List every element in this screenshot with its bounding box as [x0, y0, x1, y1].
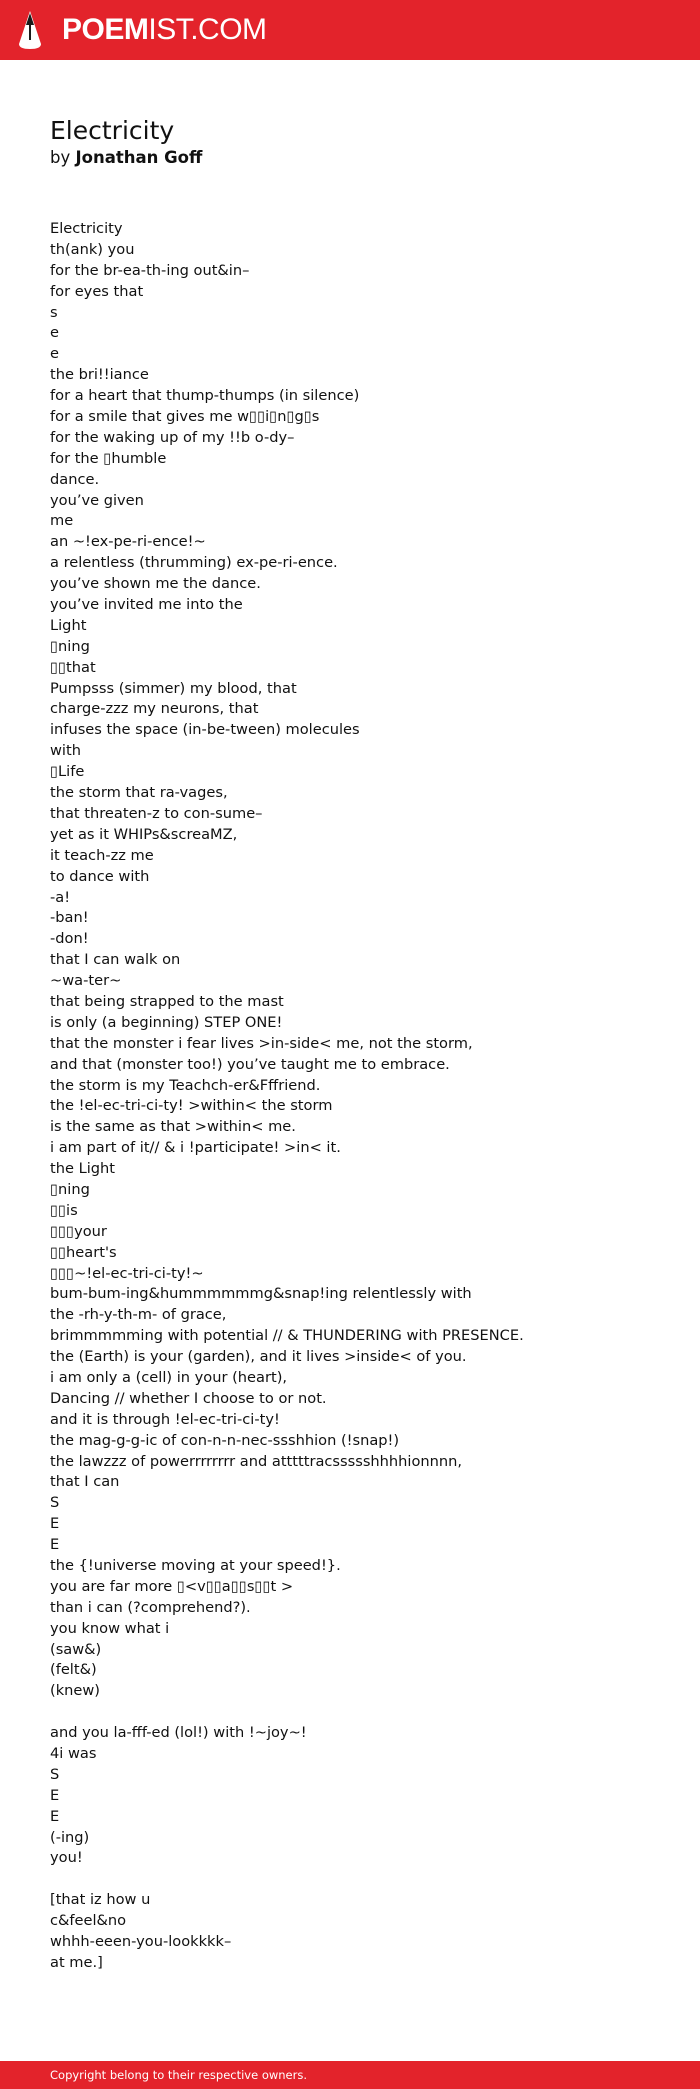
author-name[interactable]: Jonathan Goff	[75, 148, 203, 167]
poem-line: Dancing // whether I choose to or not.	[50, 1389, 327, 1407]
poem-line: brimmmmming with potential // & THUNDERING with PRESENCE.	[50, 1327, 524, 1345]
poem-line: whhh-eeen-you-lookkkk–	[50, 1933, 232, 1951]
poem-line: and you la-fff-ed (lol!) with !~joy~!	[50, 1724, 307, 1742]
site-footer	[0, 2061, 700, 2089]
poem-line: ▯ning	[50, 637, 90, 655]
poem-line: e	[50, 345, 59, 363]
poem-line: ▯▯that	[50, 658, 96, 676]
poem-line: an ~!ex-pe-ri-ence!~	[50, 533, 206, 551]
copyright-text: Copyright belong to their respective owners.	[50, 2068, 308, 2082]
poem-line: me	[50, 512, 74, 530]
poem-line: you know what i	[50, 1619, 170, 1637]
poem-line: (knew)	[50, 1682, 101, 1700]
poem-line: it teach-zz me	[50, 846, 154, 864]
poem-line: that I can	[50, 1473, 120, 1491]
poem-line: the lawzzz of powerrrrrrrr and atttttracssssshhhhionnnn,	[50, 1452, 463, 1470]
poem-line: that the monster i fear lives >in-side< me, not the storm,	[50, 1034, 473, 1052]
poem-line: that threaten-z to con-sume–	[50, 804, 263, 822]
poem-line: infuses the space (in-be-tween) molecules	[50, 721, 360, 739]
poem-line: the mag-g-g-ic of con-n-n-nec-ssshhion (!snap!)	[50, 1431, 400, 1449]
poem-line: you!	[50, 1849, 83, 1867]
site-logo[interactable]	[62, 15, 267, 45]
poem-line: ▯▯▯~!el-ec-tri-ci-ty!~	[50, 1264, 204, 1282]
poem-title: Electricity	[50, 116, 175, 145]
poem-line: c&feel&no	[50, 1912, 127, 1930]
poem-line: ▯▯▯your	[50, 1222, 107, 1240]
poem-line: Light	[50, 616, 87, 634]
poem-line: 4i was	[50, 1745, 97, 1763]
poem-line: ▯Life	[50, 763, 85, 781]
poem-line: for a heart that thump-thumps (in silence)	[50, 387, 360, 405]
poem-line: ▯▯heart's	[50, 1243, 117, 1261]
poem-line	[50, 1869, 670, 1890]
logo-light-text: IST.COM	[148, 13, 267, 46]
poem-line: with	[50, 742, 81, 760]
poem-line: a relentless (thrumming) ex-pe-ri-ence.	[50, 554, 338, 572]
poem-line: s	[50, 303, 58, 321]
poem-line: e	[50, 324, 59, 342]
poem-line: Pumpsss (simmer) my blood, that	[50, 679, 297, 697]
poem-line: you are far more ▯<v▯▯a▯▯s▯▯t >	[50, 1577, 294, 1595]
poem-line: at me.]	[50, 1953, 103, 1971]
poem-line: E	[50, 1807, 60, 1825]
poem-line: charge-zzz my neurons, that	[50, 700, 259, 718]
poem-line: the {!universe moving at your speed!}.	[50, 1557, 341, 1574]
poem-line: the !el-ec-tri-ci-ty! >within< the storm	[50, 1097, 333, 1115]
pen-nib-icon[interactable]	[17, 10, 43, 50]
poem-line: Electricity	[50, 220, 123, 237]
poem-line: -don!	[50, 930, 89, 948]
poem-line: i am part of it// & i !participate! >in< it.	[50, 1139, 341, 1157]
poem-line: that I can walk on	[50, 951, 181, 969]
poem-line: ▯▯is	[50, 1201, 78, 1219]
poem-line: than i can (?comprehend?).	[50, 1598, 251, 1616]
poem-line: to dance with	[50, 867, 150, 885]
poem-line: for a smile that gives me w▯▯i▯n▯g▯s	[50, 408, 320, 426]
poem-line: -ban!	[50, 909, 89, 927]
poem-line: [that iz how u	[50, 1891, 151, 1909]
poem-line: the storm that ra-vages,	[50, 784, 228, 802]
poem-line: and that (monster too!) you’ve taught me to embrace.	[50, 1055, 450, 1073]
poem-line: ▯ning	[50, 1180, 90, 1198]
poem-line: i am only a (cell) in your (heart),	[50, 1368, 288, 1386]
poem-line: is only (a beginning) STEP ONE!	[50, 1013, 283, 1031]
poem-line: for eyes that	[50, 282, 144, 300]
poem-line: dance.	[50, 470, 100, 488]
poem-body	[50, 219, 670, 1974]
poem-line: yet as it WHIPs&screaMZ,	[50, 825, 238, 843]
site-header	[0, 0, 700, 60]
poem-line: bum-bum-ing&hummmmmmg&snap!ing relentlessly with	[50, 1285, 472, 1303]
poem-line: the storm is my Teachch-er&Fffriend.	[50, 1076, 321, 1094]
poem-line: you’ve given	[50, 491, 144, 509]
byline	[50, 147, 202, 169]
poem-line: -a!	[50, 888, 71, 906]
poem-line: you’ve invited me into the	[50, 596, 243, 614]
poem-line: the bri!!iance	[50, 366, 149, 384]
poem-line: th(ank) you	[50, 240, 135, 258]
poem-line: for the br-ea-th-ing out&in–	[50, 261, 250, 279]
poem-line: E	[50, 1786, 60, 1804]
by-label: by	[50, 148, 71, 167]
poem-line: ~wa-ter~	[50, 972, 122, 990]
poem-line: S	[50, 1494, 60, 1512]
poem-line: you’ve shown me the dance.	[50, 575, 261, 593]
poem-line: (-ing)	[50, 1828, 90, 1846]
poem-line: and it is through !el-ec-tri-ci-ty!	[50, 1410, 280, 1428]
poem-line: E	[50, 1515, 60, 1533]
poem-line: E	[50, 1536, 60, 1554]
logo-bold-text: POEM	[62, 13, 149, 46]
poem-line: that being strapped to the mast	[50, 992, 284, 1010]
poem-line: (felt&)	[50, 1661, 97, 1679]
poem-line: S	[50, 1765, 60, 1783]
poem-line	[50, 1702, 670, 1723]
poem-line: the (Earth) is your (garden), and it lives >inside< of you.	[50, 1348, 467, 1366]
poem-line: is the same as that >within< me.	[50, 1118, 296, 1136]
poem-line: (saw&)	[50, 1640, 102, 1658]
poem-line: the -rh-y-th-m- of grace,	[50, 1306, 227, 1324]
poem-line: for the waking up of my !!b o-dy–	[50, 428, 295, 446]
poem-line: the Light	[50, 1160, 116, 1178]
poem-line: for the ▯humble	[50, 449, 167, 467]
